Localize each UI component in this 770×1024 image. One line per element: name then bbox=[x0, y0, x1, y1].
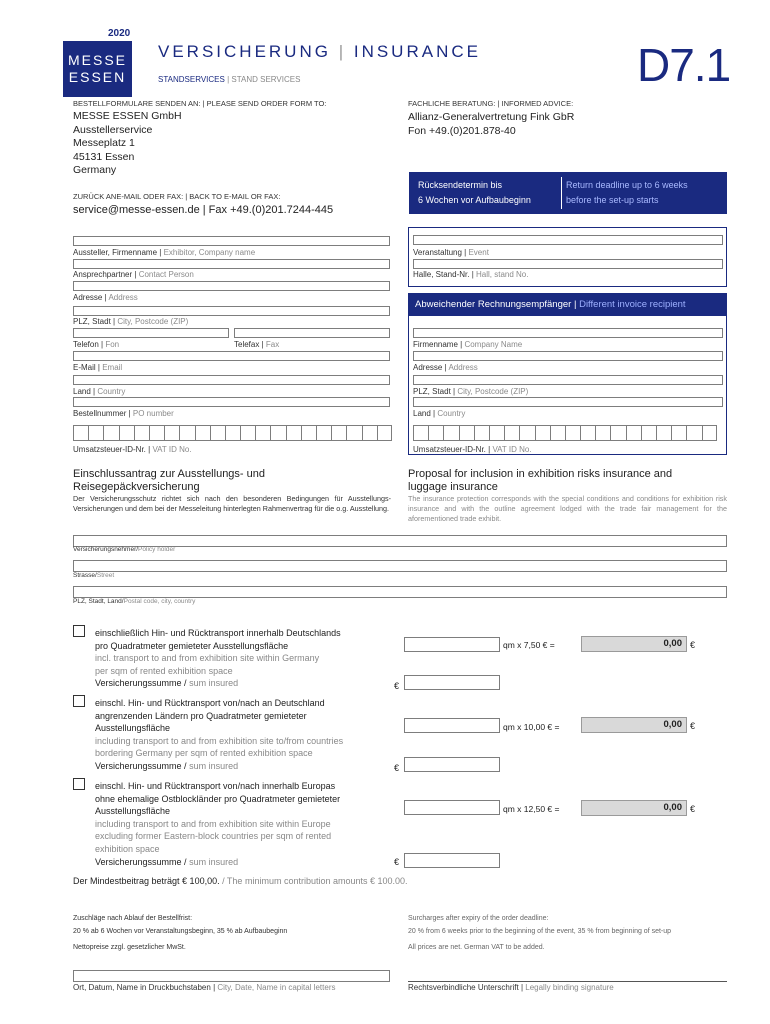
send-to-address bbox=[73, 110, 182, 178]
option-2-sum-currency: € bbox=[394, 763, 400, 773]
option-line: Ausstellungsfläche bbox=[95, 723, 171, 734]
option-1-checkbox[interactable] bbox=[73, 625, 85, 637]
address-line: 45131 Essen bbox=[73, 150, 135, 163]
place-date-name-label: Ort, Datum, Name in Druckbuchstaben | City, Date, Name in capital letters bbox=[73, 983, 336, 992]
option-line-en: excluding former Eastern-block countries per sqm of rented bbox=[95, 831, 332, 842]
option-3-sum-currency: € bbox=[394, 857, 400, 867]
address-line: MESSE ESSEN GmbH bbox=[73, 110, 182, 122]
surcharges-de-line: Nettopreise zzgl. gesetzlicher MwSt. bbox=[73, 944, 186, 951]
deadline-divider bbox=[561, 177, 562, 209]
option-line: einschließlich Hin- und Rücktransport innerhalb Deutschlands bbox=[95, 628, 341, 638]
proposal-title-en bbox=[408, 468, 728, 494]
option-line-en: exhibition space bbox=[95, 843, 160, 854]
year-label: 2020 bbox=[108, 28, 131, 39]
option-2-checkbox[interactable] bbox=[73, 695, 85, 707]
return-contact: service@messe-essen.de | Fax +49.(0)201.7244-445 bbox=[73, 204, 334, 216]
return-label: ZURÜCK ANE-MAIL ODER FAX: | BACK TO E-MAIL OR FAX: bbox=[73, 192, 281, 201]
exhibitor-name-field[interactable] bbox=[73, 236, 390, 246]
proposal-title-en-line2: luggage insurance bbox=[408, 481, 498, 493]
option-line-en: including transport to and from exhibition site to/from countries bbox=[95, 735, 344, 746]
proposal-title-en-line1: Proposal for inclusion in exhibition risks insurance and bbox=[408, 468, 673, 480]
option-line-en: bordering Germany per sqm of rented exhibition space bbox=[95, 748, 313, 759]
city-label: PLZ, Stadt | City, Postcode (ZIP) bbox=[73, 317, 189, 326]
surcharges-en-line: Surcharges after expiry of the order deadline: bbox=[408, 915, 549, 922]
option-3-currency: € bbox=[690, 804, 696, 814]
vat-id-cells[interactable] bbox=[73, 425, 392, 441]
signature-label: Rechtsverbindliche Unterschrift | Legally binding signature bbox=[408, 983, 614, 992]
option-line: angrenzenden Ländern pro Quadratmeter gemieteter bbox=[95, 710, 307, 721]
minimum-contribution: Der Mindestbeitrag beträgt € 100,00. / The minimum contribution amounts € 100.00. bbox=[73, 876, 408, 886]
option-2-result: 0,00 bbox=[581, 717, 687, 733]
event-field[interactable] bbox=[413, 235, 723, 245]
hall-stand-label: Halle, Stand-Nr. | Hall, stand No. bbox=[413, 270, 529, 279]
deadline-de-line1: Rücksendetermin bis bbox=[418, 180, 503, 190]
option-2-currency: € bbox=[690, 721, 696, 731]
option-1-text: einschließlich Hin- und Rücktransport innerhalb Deutschlands pro Quadratmeter gemieteter Ausstellungsfläche incl. transport to and from exhibition site within Germany per sqm of rented exhibition space Versicherungssumme / sum insured bbox=[95, 628, 341, 689]
option-line: einschl. Hin- und Rücktransport von/nach an Deutschland bbox=[95, 698, 325, 708]
deadline-en-line2: before the set-up starts bbox=[566, 195, 659, 205]
recipient-city-field[interactable] bbox=[413, 375, 723, 385]
surcharges-en bbox=[408, 912, 671, 954]
recipient-address-label: Adresse | Address bbox=[413, 363, 478, 372]
phone-label: Telefon | Fon bbox=[73, 340, 120, 349]
surcharges-de bbox=[73, 912, 287, 954]
surcharges-de-line: 20 % ab 6 Wochen vor Veranstaltungsbeginn, 35 % ab Aufbaubeginn bbox=[73, 928, 288, 935]
proposal-text-en: The insurance protection corresponds with the special conditions and conditions for exhibition risk insurance and with the outline agreement lodged with the trade fair management for the aforementioned trade exhibit. bbox=[408, 494, 727, 523]
proposal-text-de: Der Versicherungsschutz richtet sich nach den besonderen Bedingungen für Ausstellungs-Versicherungen und dem bei der Messeleitung hinterlegten Rahmenvertrag für die o.g. Ausstellung. bbox=[73, 494, 391, 513]
option-3-text: einschl. Hin- und Rücktransport von/nach innerhalb Europas ohne ehemalige Ostblockländer pro Quadratmeter gemieteter Ausstellungsfläche including transport to and from exhibition site within Europe excluding former Eastern-block countries per sqm of rented exhibition space Versicherungssumme / sum insured bbox=[95, 781, 341, 867]
title-sep: | bbox=[330, 42, 354, 61]
option-1-sum-input[interactable] bbox=[404, 675, 500, 690]
po-number-field[interactable] bbox=[73, 397, 390, 407]
surcharges-en-line: All prices are net. German VAT to be added. bbox=[408, 944, 545, 951]
address-field[interactable] bbox=[73, 281, 390, 291]
invoice-recipient-header: Abweichender Rechnungsempfänger | Different invoice recipient bbox=[409, 294, 726, 316]
street-field[interactable] bbox=[73, 560, 727, 572]
title-de: VERSICHERUNG bbox=[158, 42, 331, 61]
street-label: Strasse/Street bbox=[73, 572, 115, 579]
logo-line-1: MESSE bbox=[67, 52, 127, 68]
recipient-country-label: Land | Country bbox=[413, 409, 466, 418]
option-3-checkbox[interactable] bbox=[73, 778, 85, 790]
email-field[interactable] bbox=[73, 351, 390, 361]
address-label: Adresse | Address bbox=[73, 293, 138, 302]
deadline-de bbox=[418, 178, 531, 208]
vat-id-label: Umsatzsteuer-ID-Nr. | VAT ID No. bbox=[73, 445, 192, 454]
option-line: Ausstellungsfläche bbox=[95, 806, 171, 817]
email-label: E-Mail | Email bbox=[73, 363, 123, 372]
option-line: einschl. Hin- und Rücktransport von/nach innerhalb Europas bbox=[95, 781, 336, 791]
signature-line[interactable] bbox=[408, 981, 727, 982]
form-code: D7.1 bbox=[637, 39, 731, 91]
country-label: Land | Country bbox=[73, 387, 126, 396]
address-line: Messeplatz 1 bbox=[73, 137, 135, 149]
option-1-currency: € bbox=[690, 640, 696, 650]
option-2-text: einschl. Hin- und Rücktransport von/nach an Deutschland angrenzenden Ländern pro Quadratmeter gemieteter Ausstellungsfläche including transport to and from exhibition site to/from countries bordering Germany per sqm of rented exhibition space Versicherungssumme / sum insured bbox=[95, 698, 344, 771]
recipient-address-field[interactable] bbox=[413, 351, 723, 361]
option-1-result: 0,00 bbox=[581, 636, 687, 652]
option-1-sqm-input[interactable] bbox=[404, 637, 500, 652]
advice-label: FACHLICHE BERATUNG: | INFORMED ADVICE: bbox=[408, 99, 574, 108]
logo-line-2: ESSEN bbox=[68, 69, 127, 85]
option-line-en: including transport to and from exhibition site within Europe bbox=[95, 818, 331, 829]
phone-field[interactable] bbox=[73, 328, 229, 338]
postal-city-country-field[interactable] bbox=[73, 586, 727, 598]
contact-person-label: Ansprechpartner | Contact Person bbox=[73, 270, 194, 279]
advice-line: Allianz-Generalvertretung Fink GbR bbox=[408, 111, 575, 123]
contact-person-field[interactable] bbox=[73, 259, 390, 269]
page-title bbox=[158, 42, 481, 62]
surcharges-en-line: 20 % from 6 weeks prior to the beginning of the event, 35 % from beginning of set-up bbox=[408, 928, 672, 935]
deadline-en bbox=[566, 178, 688, 208]
deadline-de-line2: 6 Wochen vor Aufbaubeginn bbox=[418, 195, 531, 205]
option-line-en: incl. transport to and from exhibition site within Germany bbox=[95, 653, 320, 664]
option-2-sum-input[interactable] bbox=[404, 757, 500, 772]
option-line-en: per sqm of rented exhibition space bbox=[95, 665, 233, 676]
option-3-rate: qm x 12,50 € = bbox=[503, 804, 560, 814]
recipient-vat-id-cells[interactable] bbox=[413, 425, 717, 441]
option-1-sum-currency: € bbox=[394, 681, 400, 691]
recipient-country-field[interactable] bbox=[413, 397, 723, 407]
city-field[interactable] bbox=[73, 306, 390, 316]
recipient-company-label: Firmenname | Company Name bbox=[413, 340, 523, 349]
subtitle-en: | STAND SERVICES bbox=[224, 75, 301, 84]
option-3-result: 0,00 bbox=[581, 800, 687, 816]
place-date-name-field[interactable] bbox=[73, 970, 390, 982]
option-3-sum-input[interactable] bbox=[404, 853, 500, 868]
address-line: Ausstellerservice bbox=[73, 123, 153, 136]
subtitle-de: STANDSERVICES bbox=[158, 75, 225, 84]
proposal-title-de-line1: Einschlussantrag zur Ausstellungs- und bbox=[73, 468, 265, 480]
surcharges-de-line: Zuschläge nach Ablauf der Bestellfrist: bbox=[73, 915, 193, 922]
advice-address bbox=[408, 111, 574, 138]
option-1-rate: qm x 7,50 € = bbox=[503, 640, 555, 650]
deadline-en-line1: Return deadline up to 6 weeks bbox=[566, 180, 688, 190]
postal-city-country-label: PLZ, Stadt, Land/Postal code, city, country bbox=[73, 598, 196, 605]
subtitle bbox=[158, 75, 300, 84]
deadline-box bbox=[409, 172, 727, 214]
recipient-company-field[interactable] bbox=[413, 328, 723, 338]
option-line: ohne ehemalige Ostblockländer pro Quadratmeter gemieteter bbox=[95, 793, 341, 804]
po-number-label: Bestellnummer | PO number bbox=[73, 409, 174, 418]
proposal-title-de-line2: Reisegepäckversicherung bbox=[73, 481, 200, 493]
hall-stand-field[interactable] bbox=[413, 259, 723, 269]
fax-label: Telefax | Fax bbox=[234, 340, 280, 349]
send-to-label: BESTELLFORMULARE SENDEN AN: | PLEASE SEND ORDER FORM TO: bbox=[73, 99, 327, 108]
event-label: Veranstaltung | Event bbox=[413, 248, 489, 257]
policy-holder-label: Versicherungsnehmer/Policy holder bbox=[73, 546, 176, 553]
fax-field[interactable] bbox=[234, 328, 390, 338]
proposal-title-de bbox=[73, 468, 393, 494]
option-3-sqm-input[interactable] bbox=[404, 800, 500, 815]
address-line: Germany bbox=[73, 164, 117, 176]
option-2-sqm-input[interactable] bbox=[404, 718, 500, 733]
advice-line: Fon +49.(0)201.878-40 bbox=[408, 124, 516, 137]
option-line: pro Quadratmeter gemieteter Ausstellungsfläche bbox=[95, 640, 289, 651]
title-en: INSURANCE bbox=[353, 42, 481, 61]
messe-essen-logo bbox=[63, 41, 132, 97]
country-field[interactable] bbox=[73, 375, 390, 385]
option-2-rate: qm x 10,00 € = bbox=[503, 722, 560, 732]
exhibitor-name-label: Aussteller, Firmenname | Exhibitor, Company name bbox=[73, 248, 256, 257]
recipient-city-label: PLZ, Stadt | City, Postcode (ZIP) bbox=[413, 387, 529, 396]
recipient-vat-id-label: Umsatzsteuer-ID-Nr. | VAT ID No. bbox=[413, 445, 532, 454]
